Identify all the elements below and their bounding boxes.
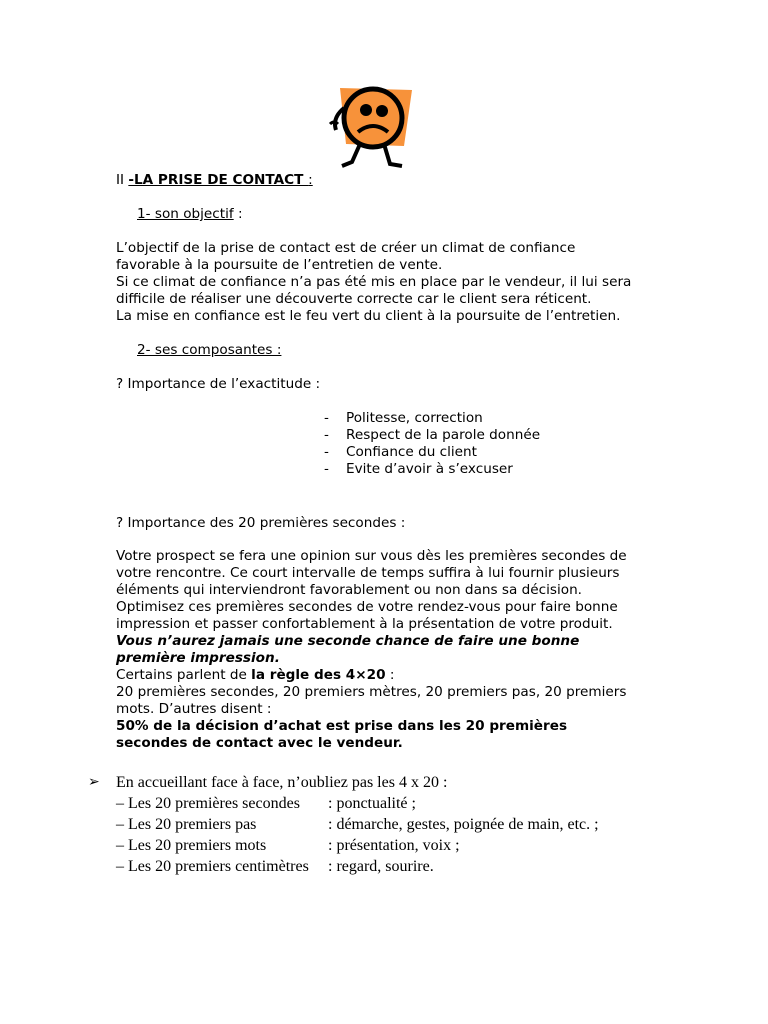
rule-suffix: : (385, 667, 395, 683)
conclusion-line: secondes de contact avec le vendeur. (116, 735, 403, 751)
secondes-line: impression et passer confortablement à la présentation de votre produit. (116, 616, 613, 632)
accueil-row-label: – Les 20 premières secondes (116, 795, 300, 812)
accueil-heading: En accueillant face à face, n’oubliez pas les 4 x 20 : (116, 774, 448, 791)
secondes-line: éléments qui interviendront favorablement ou non dans sa décision. (116, 582, 583, 598)
section-colon: : (308, 172, 313, 188)
accueil-row (88, 856, 599, 877)
list-item-text: Evite d’avoir à s’excuser (346, 461, 513, 477)
rule-line: mots. D’autres disent : (116, 701, 272, 717)
rule-line: 20 premières secondes, 20 premiers mètres, 20 premiers pas, 20 premiers (116, 684, 627, 700)
secondes-paragraph (116, 548, 676, 752)
accueil-row-label: – Les 20 premiers mots (116, 837, 267, 854)
section-prefix: II (116, 172, 129, 188)
arrow-bullet-icon: ➢ (88, 775, 100, 790)
exactitude-heading: ? Importance de l’exactitude : (116, 376, 321, 392)
emphasis-line: première impression. (116, 650, 280, 666)
objectif-line: L’objectif de la prise de contact est de créer un climat de confiance (116, 240, 576, 256)
list-item: - Evite d’avoir à s’excuser (324, 461, 513, 477)
objectif-paragraph (116, 240, 676, 325)
list-item: - Confiance du client (324, 444, 477, 460)
rule-name: la règle des 4×20 (251, 667, 386, 683)
objectif-line: favorable à la poursuite de l’entretien de vente. (116, 257, 443, 273)
accueil-block (88, 772, 599, 877)
list-item-text: Politesse, correction (346, 410, 483, 426)
accueil-row-value: : démarche, gestes, poignée de main, etc. ; (328, 816, 599, 833)
secondes-line: votre rencontre. Ce court intervalle de temps suffira à lui fournir plusieurs (116, 565, 620, 581)
objectif-line: La mise en confiance est le feu vert du client à la poursuite de l’entretien. (116, 308, 621, 324)
exactitude-list (324, 410, 540, 478)
rule-prefix: Certains parlent de (116, 667, 252, 683)
secondes-line: Optimisez ces premières secondes de votre rendez-vous pour faire bonne (116, 599, 618, 615)
subheading-objectif (137, 206, 243, 223)
list-item-text: Respect de la parole donnée (346, 427, 541, 443)
accueil-row (88, 793, 599, 814)
accueil-row (88, 814, 599, 835)
section-heading (116, 172, 313, 189)
accueil-row-value: : présentation, voix ; (328, 837, 460, 854)
accueil-row-value: : ponctualité ; (328, 795, 416, 812)
list-item: - Politesse, correction (324, 410, 483, 426)
subheading-objectif-label: 1- son objectif (137, 206, 234, 222)
objectif-line: difficile de réaliser une découverte correcte car le client sera réticent. (116, 291, 592, 307)
accueil-heading-row (88, 772, 599, 793)
list-item: - Respect de la parole donnée (324, 427, 541, 443)
objectif-line: Si ce climat de confiance n’a pas été mis en place par le vendeur, il lui sera (116, 274, 632, 290)
conclusion-line: 50% de la décision d’achat est prise dans les 20 premières (116, 718, 568, 734)
accueil-row (88, 835, 599, 856)
section-title: -LA PRISE DE CONTACT (128, 172, 309, 188)
accueil-row-value: : regard, sourire. (328, 858, 434, 875)
rule-intro (116, 667, 676, 684)
worried-orange-face-icon (322, 80, 418, 174)
secondes-line: Votre prospect se fera une opinion sur vous dès les premières secondes de (116, 548, 627, 564)
subheading-objectif-suffix: : (233, 206, 243, 222)
emphasis-line: Vous n’aurez jamais une seconde chance de faire une bonne (116, 633, 580, 649)
list-item-text: Confiance du client (346, 444, 477, 460)
secondes-heading: ? Importance des 20 premières secondes : (116, 515, 406, 531)
accueil-row-label: – Les 20 premiers pas (116, 816, 257, 833)
subheading-composantes: 2- ses composantes : (137, 342, 282, 358)
accueil-row-label: – Les 20 premiers centimètres (116, 858, 309, 875)
